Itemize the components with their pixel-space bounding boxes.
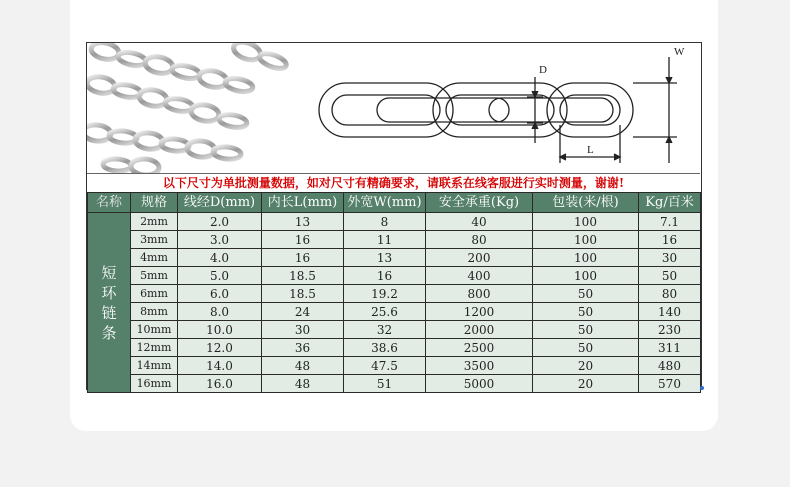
wire-diameter-cell: 3.0 <box>178 231 262 249</box>
spec-cell: 6mm <box>131 285 178 303</box>
packaging-cell: 100 <box>533 249 639 267</box>
wire-diameter-cell: 6.0 <box>178 285 262 303</box>
table-row <box>88 231 701 249</box>
header-packaging: 包装(米/根) <box>533 193 639 213</box>
outer-width-cell: 32 <box>344 321 426 339</box>
header-inner-length: 内长L(mm) <box>262 193 344 213</box>
table-row <box>88 213 701 231</box>
diagram-label-d: D <box>539 64 547 76</box>
inner-length-cell: 30 <box>262 321 344 339</box>
table-header-row <box>88 193 701 213</box>
table-row <box>88 357 701 375</box>
packaging-cell: 100 <box>533 231 639 249</box>
weight-cell: 50 <box>639 267 701 285</box>
header-name: 名称 <box>88 193 131 213</box>
safe-load-cell: 5000 <box>426 375 533 393</box>
spec-cell: 10mm <box>131 321 178 339</box>
spec-cell: 14mm <box>131 357 178 375</box>
packaging-cell: 50 <box>533 321 639 339</box>
table-row <box>88 249 701 267</box>
weight-cell: 230 <box>639 321 701 339</box>
safe-load-cell: 1200 <box>426 303 533 321</box>
safe-load-cell: 40 <box>426 213 533 231</box>
wire-diameter-cell: 14.0 <box>178 357 262 375</box>
wire-diameter-cell: 8.0 <box>178 303 262 321</box>
table-row <box>88 321 701 339</box>
spec-table <box>87 192 701 393</box>
weight-cell: 16 <box>639 231 701 249</box>
outer-width-cell: 25.6 <box>344 303 426 321</box>
spec-cell: 3mm <box>131 231 178 249</box>
inner-length-cell: 36 <box>262 339 344 357</box>
spec-cell: 8mm <box>131 303 178 321</box>
diagram-label-l: L <box>587 144 594 156</box>
table-row <box>88 285 701 303</box>
weight-cell: 311 <box>639 339 701 357</box>
packaging-cell: 50 <box>533 285 639 303</box>
chain-type-cell <box>88 213 131 393</box>
packaging-cell: 50 <box>533 303 639 321</box>
inner-length-cell: 16 <box>262 231 344 249</box>
measurement-notice: 以下尺寸为单批测量数据，如对尺寸有精确要求，请联系在线客服进行实时测量，谢谢! <box>87 173 700 193</box>
chain-type-char: 链 <box>101 303 117 322</box>
inner-length-cell: 13 <box>262 213 344 231</box>
spec-cell: 16mm <box>131 375 178 393</box>
inner-length-cell: 16 <box>262 249 344 267</box>
header-safe-load: 安全承重(Kg) <box>426 193 533 213</box>
table-row <box>88 339 701 357</box>
safe-load-cell: 80 <box>426 231 533 249</box>
table-row <box>88 267 701 285</box>
weight-cell: 140 <box>639 303 701 321</box>
packaging-cell: 20 <box>533 375 639 393</box>
header-weight: Kg/百米 <box>639 193 701 213</box>
header-spec: 规格 <box>131 193 178 213</box>
spec-cell: 4mm <box>131 249 178 267</box>
inner-length-cell: 18.5 <box>262 285 344 303</box>
chain-type-char: 条 <box>101 323 117 342</box>
spec-cell: 12mm <box>131 339 178 357</box>
packaging-cell: 50 <box>533 339 639 357</box>
wire-diameter-cell: 16.0 <box>178 375 262 393</box>
wire-diameter-cell: 12.0 <box>178 339 262 357</box>
table-row <box>88 303 701 321</box>
outer-width-cell: 11 <box>344 231 426 249</box>
wire-diameter-cell: 5.0 <box>178 267 262 285</box>
weight-cell: 480 <box>639 357 701 375</box>
inner-length-cell: 48 <box>262 357 344 375</box>
spec-sheet <box>86 42 702 390</box>
weight-cell: 80 <box>639 285 701 303</box>
chain-type-char: 环 <box>101 283 117 302</box>
safe-load-cell: 2500 <box>426 339 533 357</box>
chain-illustration <box>87 43 700 173</box>
inner-length-cell: 48 <box>262 375 344 393</box>
wire-diameter-cell: 4.0 <box>178 249 262 267</box>
outer-width-cell: 38.6 <box>344 339 426 357</box>
wire-diameter-cell: 10.0 <box>178 321 262 339</box>
chain-photo <box>87 43 288 173</box>
spec-cell: 5mm <box>131 267 178 285</box>
corner-dot <box>700 386 704 390</box>
safe-load-cell: 400 <box>426 267 533 285</box>
outer-width-cell: 13 <box>344 249 426 267</box>
wire-diameter-cell: 2.0 <box>178 213 262 231</box>
weight-cell: 30 <box>639 249 701 267</box>
inner-length-cell: 18.5 <box>262 267 344 285</box>
header-wire-diameter: 线经D(mm) <box>178 193 262 213</box>
outer-width-cell: 8 <box>344 213 426 231</box>
safe-load-cell: 800 <box>426 285 533 303</box>
diagram-label-w: W <box>674 46 685 58</box>
safe-load-cell: 3500 <box>426 357 533 375</box>
packaging-cell: 100 <box>533 213 639 231</box>
weight-cell: 7.1 <box>639 213 701 231</box>
outer-width-cell: 19.2 <box>344 285 426 303</box>
packaging-cell: 100 <box>533 267 639 285</box>
outer-width-cell: 51 <box>344 375 426 393</box>
outer-width-cell: 47.5 <box>344 357 426 375</box>
weight-cell: 570 <box>639 375 701 393</box>
inner-length-cell: 24 <box>262 303 344 321</box>
safe-load-cell: 200 <box>426 249 533 267</box>
table-row <box>88 375 701 393</box>
packaging-cell: 20 <box>533 357 639 375</box>
chain-type-char: 短 <box>101 263 117 282</box>
chain-figure <box>87 43 700 173</box>
safe-load-cell: 2000 <box>426 321 533 339</box>
outer-width-cell: 16 <box>344 267 426 285</box>
header-outer-width: 外宽W(mm) <box>344 193 426 213</box>
spec-cell: 2mm <box>131 213 178 231</box>
chain-diagram <box>319 57 677 163</box>
